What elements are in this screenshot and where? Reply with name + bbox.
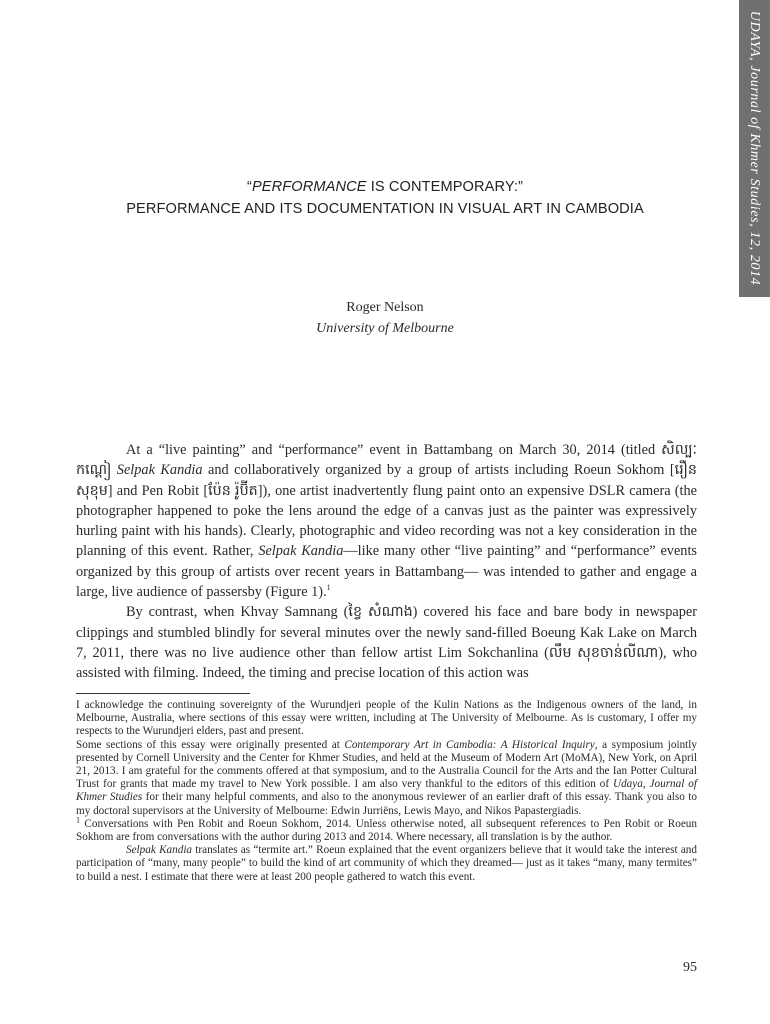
italic-title: Udaya, Journal of Khmer Studies bbox=[76, 778, 697, 804]
body-text-run: —like many other “live painting” and “performance” events organized by this group of artists over recent years in Battambang— was intended to gather and engage a large, live audience of passersby (Figure 1). bbox=[76, 543, 697, 601]
footnote-number: 1 bbox=[76, 815, 80, 825]
footnote-1-continued bbox=[76, 844, 697, 884]
body-paragraph-2 bbox=[76, 602, 697, 683]
italic-title: Selpak Kandia bbox=[126, 844, 193, 857]
footnote-rule bbox=[76, 693, 250, 694]
body-text-run: and collaboratively organized by a group of artists including Roeun Sokhom [ bbox=[202, 462, 675, 479]
running-head-tab bbox=[739, 0, 770, 297]
title-italic-word: PERFORMANCE bbox=[251, 179, 367, 195]
body-text-run: ] and Pen Robit [ bbox=[107, 482, 209, 499]
title-open-quote: “ bbox=[246, 179, 252, 195]
body-text-run: ), who assisted with filming. Indeed, the timing and precise location of this action was bbox=[76, 644, 697, 682]
body-text-run: ) covered his face and bare body in newspaper clippings and stumbled blindly for several minutes over the newly sand-filled Boeung Kak Lake on March 7, 2011, there was no live audience other than fellow artist Lim Sokchanlina ( bbox=[76, 604, 697, 661]
khmer-text: សិល្បៈកណ្ដៀ bbox=[76, 442, 697, 479]
khmer-text: ប៉ែន រ៉ូប៊ីត bbox=[208, 482, 258, 499]
footnote-reference: 1 bbox=[326, 583, 331, 593]
footnote-text-run: translates as “termite art.” Roeun explained that the event organizers believe that it would take the interest and participation of “many, many people” to build the kind of art community of which they dreamed— just as it takes “many, many termites” to build a nest. I estimate that there were at least 200 people gathered to watch this event. bbox=[76, 844, 697, 883]
body-text bbox=[76, 440, 697, 684]
title-line-1-rest: IS CONTEMPORARY:” bbox=[366, 179, 523, 195]
footnote-text-run: , a symposium jointly presented by Cornell University and the Center for Khmer Studies, and held at the Museum of Modern Art (MoMA), New York, on April 21, 2013. I am grateful for the comments offered at that symposium, and to the Australia Council for the Arts and the Ian Potter Cultural Trust for grants that made my travel to New York possible. I am also very thankful to the editors of this edition of bbox=[76, 738, 697, 791]
body-text-run: By contrast, when Khvay Samnang ( bbox=[126, 604, 349, 621]
body-text-run: At a “live painting” and “performance” event in Battambang on March 30, 2014 (titled bbox=[126, 442, 662, 458]
khmer-text: រឿន សុខុម bbox=[76, 462, 697, 499]
khmer-text: លឹម សុខចាន់លីណា bbox=[548, 644, 659, 661]
running-head: UDAYA, Journal of Khmer Studies, 12, 2014 bbox=[747, 10, 762, 286]
acknowledgement-2 bbox=[76, 739, 697, 818]
footnote-1 bbox=[76, 815, 697, 844]
footnotes bbox=[76, 699, 697, 884]
footnote-text-run: Conversations with Pen Robit and Roeun Sokhom, 2014. Unless otherwise noted, all subsequent references to Pen Robit or Roeun Sokhom are from conversations with the author during 2013 and 2014. Where necessary, all translation is by the author. bbox=[76, 817, 697, 844]
title-line-1 bbox=[0, 179, 770, 195]
italic-title: Selpak Kandia bbox=[111, 462, 203, 479]
footnote-text-run: for their many helpful comments, and also to the anonymous reviewer of an earlier draft of this essay. Thank you also to my doctoral supervisors at the University of Melbourne: Edwin Jurriëns, Lewis Mayo, and Nikos Papastergiadis. bbox=[76, 791, 697, 817]
acknowledgement-1: I acknowledge the continuing sovereignty of the Wurundjeri people of the Kulin Nations as the Indigenous owners of the land, in Melbourne, Australia, where sections of this essay were written, including at The University of Melbourne. As is customary, I offer my respects to the Wurundjeri elders, past and present. bbox=[76, 699, 697, 738]
italic-title: Selpak Kandia bbox=[258, 543, 344, 560]
footnote-text-run: Some sections of this essay were originally presented at bbox=[76, 738, 345, 751]
author-name: Roger Nelson bbox=[346, 300, 424, 315]
page-number: 95 bbox=[683, 960, 697, 975]
title-line-2: PERFORMANCE AND ITS DOCUMENTATION IN VISUAL ART IN CAMBODIA bbox=[126, 201, 644, 217]
body-text-run: ]), one artist inadvertently flung paint onto an expensive DSLR camera (the photographer happened to poke the lens around the edge of a canvas just as the painter was expressively hurling paint with his hands). Clearly, photographic and video recording was not a key consideration in the planning of this event. Rather, bbox=[76, 482, 698, 560]
author-affiliation: University of Melbourne bbox=[316, 321, 454, 336]
italic-title: Contemporary Art in Cambodia: A Historical Inquiry bbox=[344, 738, 595, 751]
khmer-text: ខ្វៃ សំណាង bbox=[348, 604, 413, 621]
body-paragraph-1 bbox=[76, 440, 697, 602]
